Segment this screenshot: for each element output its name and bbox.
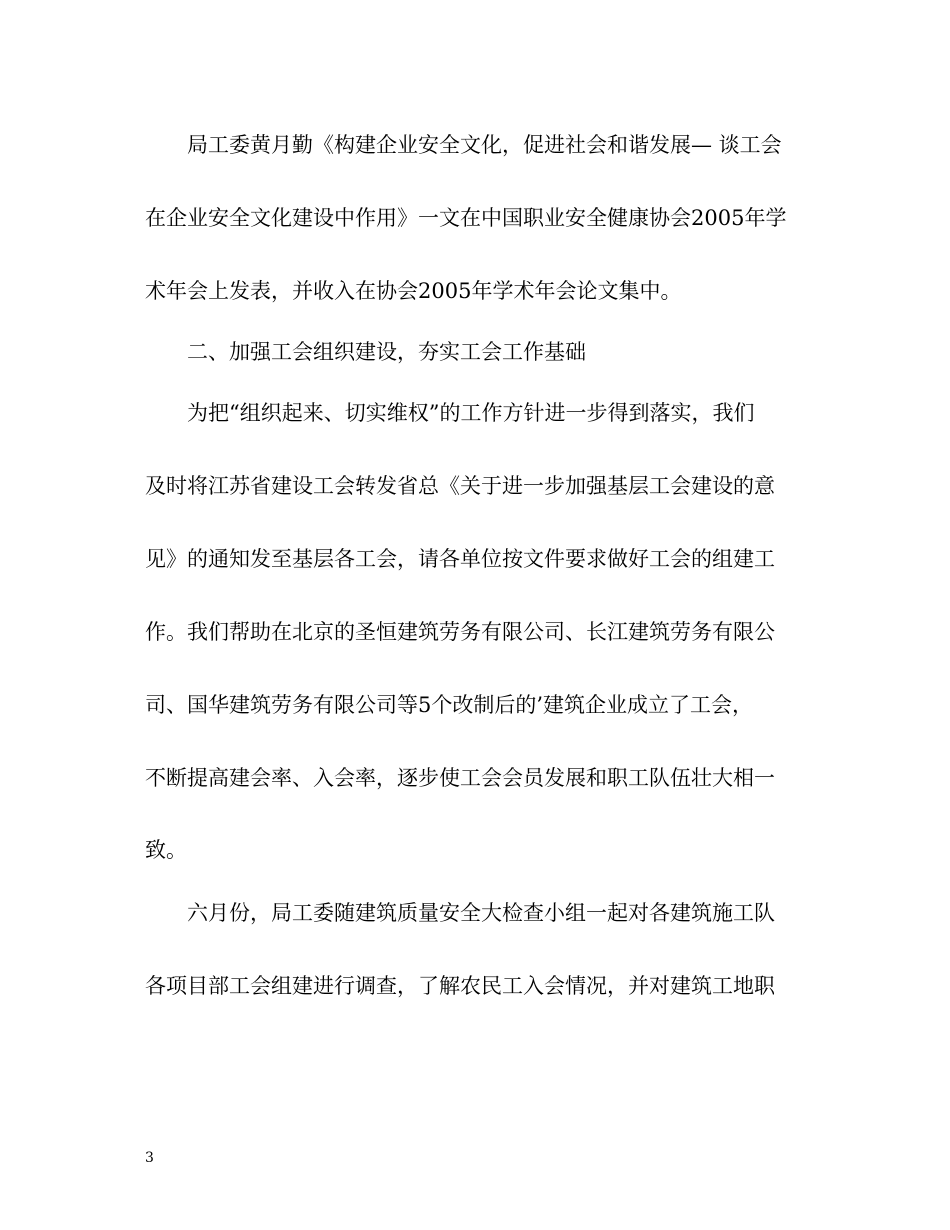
paragraph-3-line-1: 六月份，局工委随建筑质量安全大检查小组一起对各建筑施工队 (187, 901, 775, 925)
paragraph-2-line-6: 不断提高建会率、入会率，逐步使工会会员发展和职工队伍壮大相一 (145, 766, 775, 790)
paragraph-2-line-5: 司、国华建筑劳务有限公司等5个改制后的’建筑企业成立了工会， (145, 693, 754, 717)
paragraph-2-line-2: 及时将江苏省建设工会转发省总《关于进一步加强基层工会建设的意 (145, 474, 775, 498)
paragraph-1-line-1: 局工委黄月勤《构建企业安全文化，促进社会和谐发展— 谈工会 (187, 133, 782, 157)
section-heading: 二、加强工会组织建设，夯实工会工作基础 (187, 340, 586, 364)
paragraph-2-line-3: 见》的通知发至基层各工会，请各单位按文件要求做好工会的组建工 (145, 547, 775, 571)
paragraph-2-line-1: 为把“组织起来、切实维权”的工作方针进一步得到落实，我们 (187, 401, 755, 425)
paragraph-1-line-2: 在企业安全文化建设中作用》一文在中国职业安全健康协会2005年学 (145, 206, 787, 230)
paragraph-2-line-4: 作。我们帮助在北京的圣恒建筑劳务有限公司、长江建筑劳务有限公 (145, 620, 775, 644)
paragraph-3-line-2: 各项目部工会组建进行调查，了解农民工入会情况，并对建筑工地职 (145, 974, 775, 998)
paragraph-2-line-7: 致。 (145, 838, 187, 862)
paragraph-1-line-3: 术年会上发表，并收入在协会2005年学术年会论文集中。 (145, 279, 682, 303)
page-number: 3 (145, 1150, 154, 1166)
